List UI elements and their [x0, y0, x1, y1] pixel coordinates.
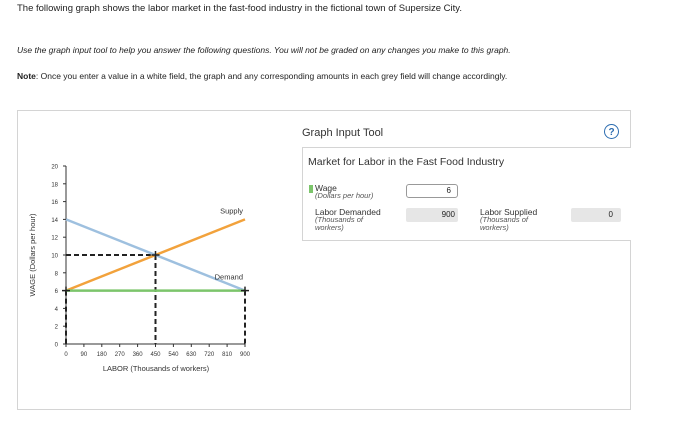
x-tick-label: 450	[150, 352, 161, 358]
labor-demanded-label: Labor Demanded	[315, 207, 381, 217]
y-axis-label: WAGE (Dollars per hour)	[28, 213, 37, 297]
y-axis-ticks	[51, 165, 66, 349]
market-title: Market for Labor in the Fast Food Industry	[308, 156, 505, 168]
x-tick-label: 180	[96, 352, 107, 358]
graph-input-tool-title: Graph Input Tool	[302, 127, 384, 139]
y-tick-label: 0	[54, 342, 58, 349]
demand-line-label: Demand	[214, 272, 243, 282]
x-tick-label: 360	[132, 352, 143, 358]
x-tick-label: 90	[80, 352, 88, 358]
y-tick-label: 18	[51, 182, 58, 189]
note-text	[17, 71, 507, 81]
y-tick-label: 4	[54, 306, 58, 313]
labor-market-chart[interactable]	[24, 152, 269, 384]
y-tick-label: 10	[51, 253, 58, 260]
y-tick-label: 8	[54, 271, 58, 278]
instructions-text: Use the graph input tool to help you answer the following questions. You will not be graded on any changes you make to this graph.	[17, 45, 511, 55]
x-axis-label: LABOR (Thousands of workers)	[102, 364, 210, 373]
y-tick-label: 14	[51, 217, 58, 224]
supply-line-label: Supply	[220, 206, 243, 216]
intro-text: The following graph shows the labor market in the fast-food industry in the fictional town of Supersize City.	[17, 3, 462, 14]
labor-demanded-field: 900	[406, 208, 458, 222]
wage-unit: (Dollars per hour)	[315, 191, 374, 200]
equilibrium-dashes	[66, 255, 245, 344]
note-body: : Once you enter a value in a white field, the graph and any corresponding amounts in each grey field will change accordingly.	[35, 71, 508, 81]
help-icon[interactable]: ?	[604, 124, 619, 139]
x-tick-label: 540	[168, 352, 179, 358]
x-tick-label: 0	[64, 352, 68, 358]
x-tick-label: 900	[239, 352, 251, 358]
note-label: Note	[17, 71, 36, 81]
labor-supplied-unit-2: workers)	[480, 223, 509, 232]
series-lines	[66, 206, 245, 290]
x-tick-label: 810	[222, 352, 233, 358]
labor-demanded-unit-1: (Thousands of	[315, 215, 363, 224]
x-tick-label: 720	[204, 352, 215, 358]
y-tick-label: 12	[51, 235, 58, 242]
y-tick-label: 6	[54, 289, 58, 296]
labor-supplied-field: 0	[571, 208, 621, 222]
labor-supplied-label: Labor Supplied	[480, 207, 538, 217]
y-tick-label: 20	[51, 164, 58, 171]
x-tick-label: 270	[114, 352, 125, 358]
wage-swatch	[309, 185, 313, 193]
labor-demanded-unit-2: workers)	[315, 223, 344, 232]
labor-supplied-unit-1: (Thousands of	[480, 215, 528, 224]
x-axis-ticks	[64, 344, 250, 358]
x-tick-label: 630	[186, 352, 197, 358]
wage-input[interactable]: 6	[406, 184, 458, 198]
wage-label: Wage	[315, 183, 337, 193]
y-tick-label: 2	[54, 324, 58, 331]
y-tick-label: 16	[51, 200, 58, 207]
